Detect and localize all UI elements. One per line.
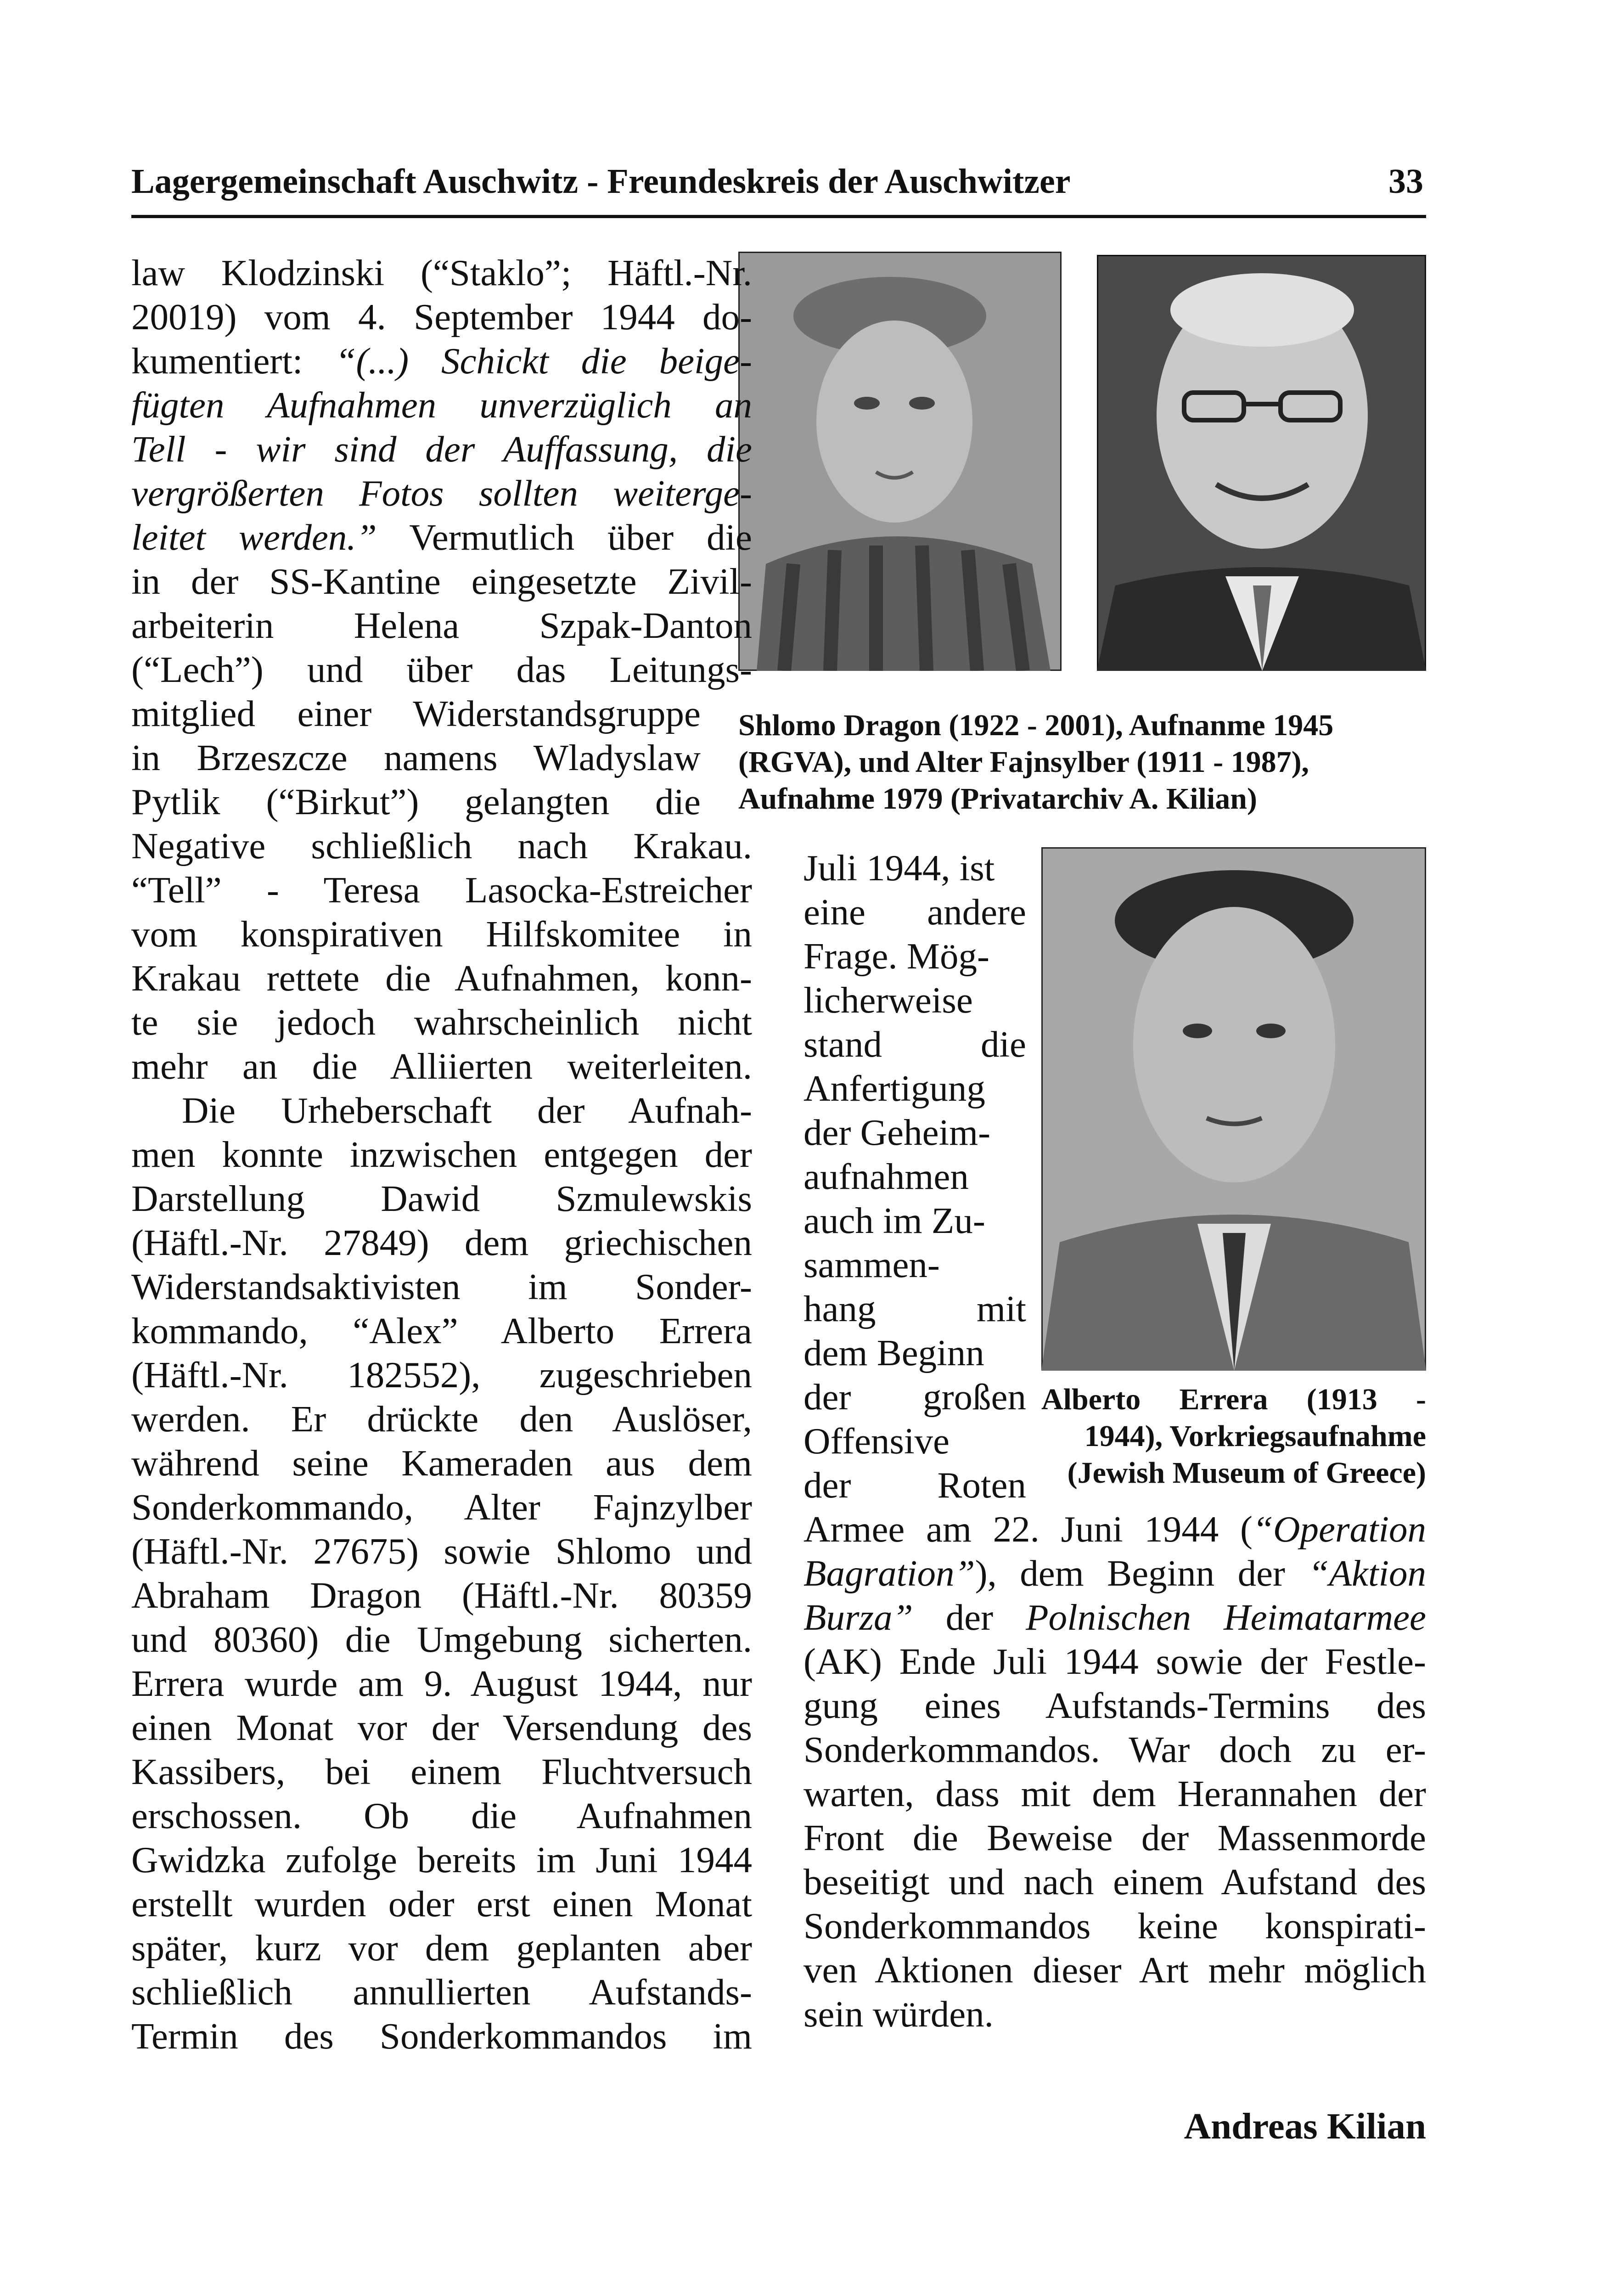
text-line: “Tell” - Teresa Lasocka-Estreicher (131, 869, 752, 911)
text-line: schließlich annullierten Aufstands- (131, 1971, 752, 2013)
text-line: in Brzeszcze namens Wladyslaw (131, 737, 701, 778)
text-line: eine andere (804, 891, 1026, 933)
text-line: men konnte inzwischen entgegen der (131, 1134, 752, 1175)
text-line: arbeiterin Helena Szpak-Danton (131, 605, 752, 646)
text-line: gung eines Aufstands-Termins des (804, 1685, 1426, 1726)
text-line: (Häftl.-Nr. 182552), zugeschrieben (131, 1354, 752, 1396)
text-line: der großen (804, 1376, 1026, 1418)
text-line: während seine Kameraden aus dem (131, 1442, 752, 1484)
text-line: in der SS-Kantine eingesetzte Zivil- (131, 561, 752, 602)
text-line: kommando, “Alex” Alberto Errera (131, 1310, 752, 1351)
caption-top-line-1: Shlomo Dragon (1922 - 2001), Aufnanme 1945 (738, 709, 1334, 742)
running-header (131, 156, 1426, 218)
text-line: law Klodzinski (“Staklo”; Häftl.-Nr. (131, 252, 752, 293)
text-line: mehr an die Alliierten weiterleiten. (131, 1046, 752, 1087)
text-line: sammen- (804, 1244, 940, 1285)
text-line: Pytlik (“Birkut”) gelangten die (131, 781, 701, 822)
author-signature: Andreas Kilian (1184, 2105, 1426, 2147)
text-line: mitglied einer Widerstandsgruppe (131, 693, 701, 734)
page-number: 33 (1388, 162, 1423, 201)
photo-alter-fajnsylber (1097, 255, 1426, 671)
text-line: dem Beginn (804, 1332, 984, 1373)
text-line: Tell - wir sind der Auffassung, die (131, 428, 752, 470)
text-line: (Häftl.-Nr. 27849) dem griechischen (131, 1222, 752, 1263)
text-line: (“Lech”) und über das Leitungs- (131, 649, 752, 690)
text-line: aufnahmen (804, 1156, 969, 1197)
text-line: und 80360) die Umgebung sicherten. (131, 1619, 752, 1660)
text-line: vergrößerten Fotos sollten weiterge- (131, 473, 752, 514)
text-line: Frage. Mög- (804, 935, 989, 977)
text-line: auch im Zu- (804, 1200, 985, 1241)
text-line: werden. Er drückte den Auslöser, (131, 1398, 752, 1440)
text-line: Termin des Sonderkommandos im (131, 2015, 752, 2057)
text-line: Armee am 22. Juni 1944 (“Operation (804, 1508, 1426, 1550)
text-line: der Roten (804, 1464, 1026, 1506)
text-line: Sonderkommando, Alter Fajnzylber (131, 1486, 752, 1528)
photo-alberto-errera (1041, 847, 1426, 1371)
text-line: später, kurz vor dem geplanten aber (131, 1927, 752, 1969)
text-line: Negative schließlich nach Krakau. (131, 825, 752, 867)
text-line: Sonderkommandos. War doch zu er- (804, 1729, 1426, 1770)
text-line: Front die Beweise der Massenmorde (804, 1817, 1426, 1858)
text-line: Juli 1944, ist (804, 847, 995, 889)
caption-top-line-2: (RGVA), und Alter Fajnsylber (1911 - 1987), (738, 745, 1309, 779)
caption-top-line-3: Aufnahme 1979 (Privatarchiv A. Kilian) (738, 782, 1257, 816)
text-line: warten, dass mit dem Herannahen der (804, 1773, 1426, 1814)
text-line: einen Monat vor der Versendung des (131, 1707, 752, 1748)
text-line: Abraham Dragon (Häftl.-Nr. 80359 (131, 1575, 752, 1616)
text-line: Bagration”), dem Beginn der “Aktion (804, 1553, 1426, 1594)
text-line: stand die (804, 1024, 1026, 1065)
text-line: kumentiert: “(...) Schickt die beige- (131, 340, 752, 382)
text-line: erstellt wurden oder erst einen Monat (131, 1883, 752, 1925)
text-line: licherweise (804, 979, 973, 1021)
text-line: te sie jedoch wahrscheinlich nicht (131, 1002, 752, 1043)
text-line: Widerstandsaktivisten im Sonder- (131, 1266, 752, 1307)
text-line: Gwidzka zufolge bereits im Juni 1944 (131, 1839, 752, 1880)
text-line: Errera wurde am 9. August 1944, nur (131, 1663, 752, 1704)
text-line: Sonderkommandos keine konspirati- (804, 1905, 1426, 1947)
text-line: erschossen. Ob die Aufnahmen (131, 1795, 752, 1836)
text-line: ven Aktionen dieser Art mehr möglich (804, 1949, 1426, 1991)
text-line: sein würden. (804, 1993, 994, 2035)
journal-title: Lagergemeinschaft Auschwitz - Freundeskreis der Auschwitzer (131, 162, 1071, 201)
text-line: der Geheim- (804, 1112, 991, 1153)
text-line: vom konspirativen Hilfskomitee in (131, 913, 752, 955)
text-line: Anfertigung (804, 1068, 985, 1109)
text-line: beseitigt und nach einem Aufstand des (804, 1861, 1426, 1902)
text-line: (Häftl.-Nr. 27675) sowie Shlomo und (131, 1531, 752, 1572)
text-line: hang mit (804, 1288, 1026, 1329)
caption-bottom-line-1: Alberto Errera (1913 - (1041, 1383, 1426, 1416)
text-line: Die Urheberschaft der Aufnah- (182, 1090, 752, 1131)
text-line: Kassibers, bei einem Fluchtversuch (131, 1751, 752, 1792)
text-line: Krakau rettete die Aufnahmen, konn- (131, 957, 752, 999)
photo-shlomo-dragon (738, 252, 1062, 671)
text-line: 20019) vom 4. September 1944 do- (131, 296, 752, 338)
caption-bottom-line-2: 1944), Vorkriegsaufnahme (1084, 1419, 1426, 1453)
text-line: (AK) Ende Juli 1944 sowie der Festle- (804, 1641, 1426, 1682)
text-line: fügten Aufnahmen unverzüglich an (131, 384, 752, 426)
caption-bottom-line-3: (Jewish Museum of Greece) (1067, 1456, 1426, 1490)
text-line: leitet werden.” Vermutlich über die (131, 517, 752, 558)
text-line: Burza” der Polnischen Heimatarmee (804, 1597, 1426, 1638)
text-line: Darstellung Dawid Szmulewskis (131, 1178, 752, 1219)
text-line: Offensive (804, 1420, 950, 1462)
